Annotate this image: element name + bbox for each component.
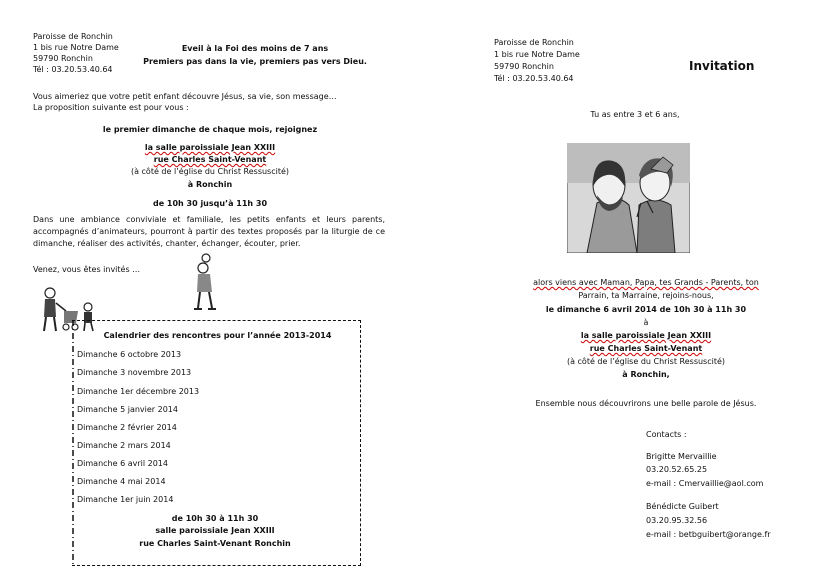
calendar-title: Calendrier des rencontres pour l’année 2013-2014 [103,331,332,340]
left-intro-1: Vous aimeriez que votre petit enfant découvre Jésus, sa vie, son message… [33,92,337,101]
right-together: Ensemble nous découvrirons une belle parole de Jésus. [535,399,757,408]
left-venue-1: la salle paroissiale Jean XXIII [144,143,276,152]
right-come-2: Parrain, ta Marraine, rejoins-nous, [578,291,714,300]
right-date: le dimanche 6 avril 2014 de 10h 30 à 11h 30 [545,305,747,314]
left-parish-name: Paroisse de Ronchin [33,32,113,41]
left-title-1: Eveil à la Foi des moins de 7 ans [181,44,329,53]
left-parish-phone: Tél : 03.20.53.40.64 [33,65,113,74]
calendar-date: Dimanche 3 novembre 2013 [77,368,192,377]
calendar-date: Dimanche 6 avril 2014 [77,459,168,468]
calendar-date: Dimanche 1er décembre 2013 [77,387,200,396]
calendar-foot-time: de 10h 30 à 11h 30 [171,514,259,523]
right-venue-1: la salle paroissiale Jean XXIII [580,331,712,340]
jesus-child-illustration [567,143,690,253]
left-paragraph: Dans une ambiance conviviale et familiale, les petits enfants et leurs parents, accompagnés d’animateurs, pourront à partir des textes proposés par la liturgie de ce dimanche, réaliser des activités, chanter, échanger, écouter, prier. [33,215,385,248]
left-parish-street: 1 bis rue Notre Dame [33,43,119,52]
right-venue-4: à Ronchin, [622,370,670,379]
right-come-1-text: alors viens avec Maman, Papa, tes Grands - Parents, ton [533,278,759,287]
left-rule: le premier dimanche de chaque mois, rejoignez [102,125,318,134]
right-parish-city: 59790 Ronchin [494,62,554,71]
left-venue-4: à Ronchin [187,180,233,189]
calendar-date: Dimanche 2 février 2014 [77,423,177,432]
calendar-date: Dimanche 4 mai 2014 [77,477,166,486]
right-parish-street: 1 bis rue Notre Dame [494,50,580,59]
left-intro-2: La proposition suivante est pour vous : [33,103,189,112]
calendar-box-left-border [70,320,76,566]
right-venue-2: rue Charles Saint-Venant [589,344,703,353]
calendar-date: Dimanche 1er juin 2014 [77,495,174,504]
right-title: Invitation [689,59,755,73]
left-time: de 10h 30 jusqu’à 11h 30 [152,199,268,208]
calendar-foot-venue: salle paroissiale Jean XXIII [155,526,275,535]
calendar-date: Dimanche 2 mars 2014 [77,441,171,450]
calendar-date: Dimanche 5 janvier 2014 [77,405,178,414]
right-age: Tu as entre 3 et 6 ans, [590,110,680,119]
contact-2-name: Bénédicte Guibert [646,502,719,511]
left-parish-city: 59790 Ronchin [33,54,93,63]
right-venue-3: (à côté de l’église du Christ Ressuscité) [566,357,726,366]
left-venue-3: (à côté de l’église du Christ Ressuscité) [130,167,290,176]
contact-1-name: Brigitte Mervaillie [646,452,717,461]
contact-1-phone: 03.20.52.65.25 [646,465,708,474]
calendar-date: Dimanche 6 octobre 2013 [77,350,182,359]
right-parish-phone: Tél : 03.20.53.40.64 [494,74,574,83]
contact-1-email[interactable]: e-mail : Cmervaillie@aol.com [646,479,764,488]
calendar-foot-street: rue Charles Saint-Venant Ronchin [139,539,291,548]
right-come-1 [486,278,806,288]
left-title-2: Premiers pas dans la vie, premiers pas vers Dieu. [143,57,367,66]
right-parish-name: Paroisse de Ronchin [494,38,574,47]
left-venue-2: rue Charles Saint-Venant [153,155,267,164]
right-a: à [643,318,649,327]
contact-2-email[interactable]: e-mail : betbguibert@orange.fr [646,530,771,539]
contact-2-phone: 03.20.95.32.56 [646,516,708,525]
contacts-label: Contacts : [646,430,687,439]
parent-child-illustration [188,252,222,312]
left-invite: Venez, vous êtes invités … [33,265,141,274]
